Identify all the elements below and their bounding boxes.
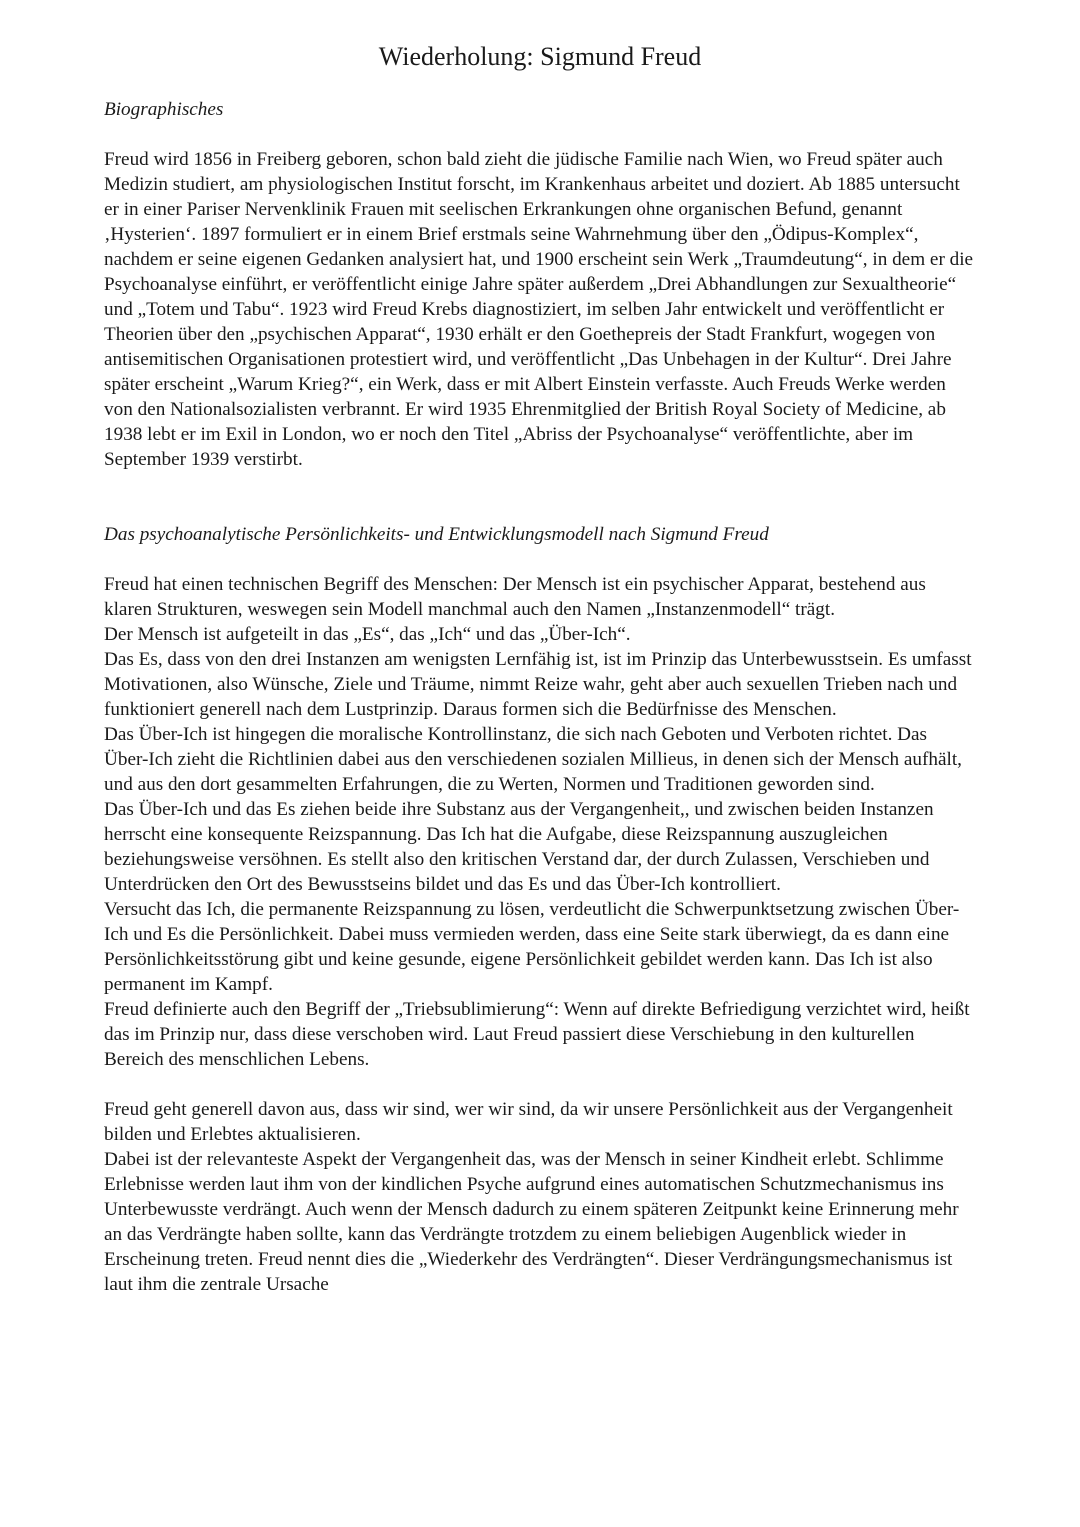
paragraph: Versucht das Ich, die permanente Reizspannung zu lösen, verdeutlicht die Schwerpunktsetzung zwischen Über-Ich und Es die Persönlichkeit. Dabei muss vermieden werden, dass eine Seite stark überwiegt, da es dann eine Persönlichkeitsstörung gibt und keine gesunde, eigene Persönlichkeit gebildet werden kann. Das Ich ist also permanent im Kampf. [104, 899, 960, 995]
paragraph: Der Mensch ist aufgeteilt in das „Es“, das „Ich“ und das „Über-Ich“. [104, 624, 631, 645]
section-heading-model: Das psychoanalytische Persönlichkeits- und Entwicklungsmodell nach Sigmund Freud [104, 524, 769, 545]
paragraph: Dabei ist der relevanteste Aspekt der Vergangenheit das, was der Mensch in seiner Kindheit erlebt. Schlimme Erlebnisse werden laut ihm von der kindlichen Psyche aufgrund eines automatischen Schutzmechanismus ins Unterbewusste verdrängt. Auch wenn der Mensch dadurch zu einem späteren Zeitpunkt keine Erinnerung mehr an das Verdrängte haben sollte, kann das Verdrängte trotzdem zu einem beliebigen Augenblick wieder in Erscheinung treten. Freud nennt dies die „Wiederkehr des Verdrängten“. Dieser Verdrängungsmechanismus ist laut ihm die zentrale Ursache [104, 1149, 959, 1295]
paragraph: Das Über-Ich ist hingegen die moralische Kontrollinstanz, die sich nach Geboten und Verboten richtet. Das Über-Ich zieht die Richtlinien dabei aus den verschiedenen sozialen Millieus, in denen sich der Mensch aufhält, und aus den dort gesammelten Erfahrungen, die zu Werten, Normen und Traditionen geworden sind. [104, 724, 962, 795]
spacer [104, 547, 976, 572]
document-body [104, 97, 976, 1297]
paragraph: Freud geht generell davon aus, dass wir sind, wer wir sind, da wir unsere Persönlichkeit aus der Vergangenheit bilden und Erlebtes aktualisieren. [104, 1099, 953, 1145]
spacer [104, 472, 976, 522]
paragraph: Freud wird 1856 in Freiberg geboren, schon bald zieht die jüdische Familie nach Wien, wo Freud später auch Medizin studiert, am physiologischen Institut forscht, im Krankenhaus arbeitet und doziert. Ab 1885 untersucht er in einer Pariser Nervenklinik Frauen mit seelischen Erkrankungen ohne organischen Befund, genannt ‚Hysterien‘. 1897 formuliert er in einem Brief erstmals seine Wahrnehmung über den „Ödipus-Komplex“, nachdem er seine eigenen Gedanken analysiert hat, und 1900 erscheint sein Werk „Traumdeutung“, in dem er die Psychoanalyse einführt, er veröffentlicht einige Jahre später außerdem „Drei Abhandlungen zur Sexualtheorie“ und „Totem und Tabu“. 1923 wird Freud Krebs diagnostiziert, im selben Jahr entwickelt und veröffentlicht er Theorien über den „psychischen Apparat“, 1930 erhält er den Goethepreis der Stadt Frankfurt, wogegen von antisemitischen Organisationen protestiert wird, und veröffentlicht „Das Unbehagen in der Kultur“. Drei Jahre später erscheint „Warum Krieg?“, ein Werk, dass er mit Albert Einstein verfasste. Auch Freuds Werke werden von den Nationalsozialisten verbrannt. Er wird 1935 Ehrenmitglied der British Royal Society of Medicine, ab 1938 lebt er im Exil in London, wo er noch den Titel „Abriss der Psychoanalyse“ veröffentlichte, aber im September 1939 verstirbt. [104, 149, 974, 470]
paragraph: Das Es, dass von den drei Instanzen am wenigsten Lernfähig ist, ist im Prinzip das Unterbewusstsein. Es umfasst Motivationen, also Wünsche, Ziele und Träume, nimmt Reize wahr, geht aber auch sexuellen Trieben nach und funktioniert generell nach dem Lustprinzip. Daraus formen sich die Bedürfnisse des Menschen. [104, 649, 972, 720]
spacer [104, 122, 976, 147]
paragraph: Das Über-Ich und das Es ziehen beide ihre Substanz aus der Vergangenheit,, und zwischen beiden Instanzen herrscht eine konsequente Reizspannung. Das Ich hat die Aufgabe, diese Reizspannung auszugleichen beziehungsweise versöhnen. Es stellt also den kritischen Verstand dar, der durch Zulassen, Verschieben und Unterdrücken den Ort des Bewusstseins bildet und das Es und das Über-Ich kontrolliert. [104, 799, 934, 895]
document-title: Wiederholung: Sigmund Freud [378, 42, 702, 71]
section-heading-biography: Biographisches [104, 99, 224, 120]
spacer [104, 1072, 976, 1097]
paragraph: Freud definierte auch den Begriff der „Triebsublimierung“: Wenn auf direkte Befriedigung verzichtet wird, heißt das im Prinzip nur, dass diese verschoben wird. Laut Freud passiert diese Verschiebung in den kulturellen Bereich des menschlichen Lebens. [104, 999, 970, 1070]
paragraph: Freud hat einen technischen Begriff des Menschen: Der Mensch ist ein psychischer Apparat, bestehend aus klaren Strukturen, weswegen sein Modell manchmal auch den Namen „Instanzenmodell“ trägt. [104, 574, 926, 620]
